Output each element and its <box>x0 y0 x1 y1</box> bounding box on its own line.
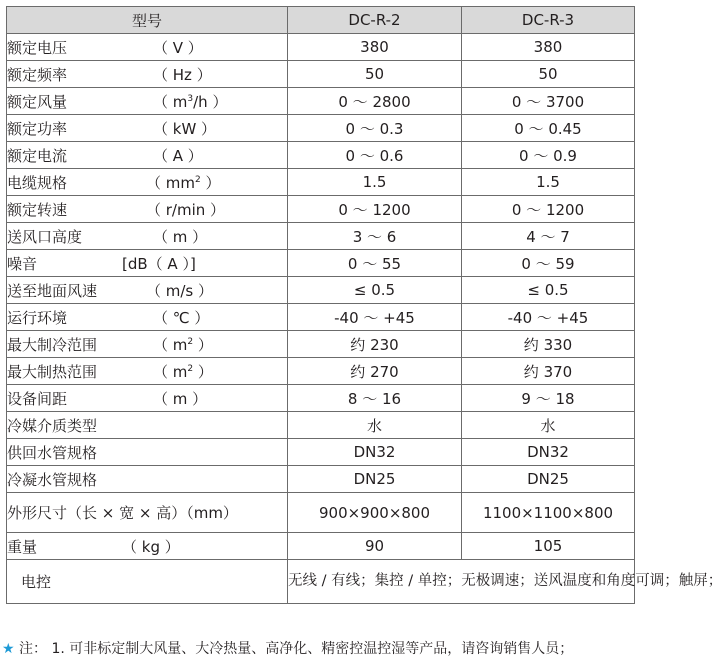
header-row <box>7 7 635 34</box>
row-label: 设备间距 <box>7 389 68 408</box>
table-row <box>7 385 635 412</box>
row-value-col1: DN32 <box>288 439 462 466</box>
row-unit: （ A ） <box>153 146 203 165</box>
row-label: 电缆规格 <box>7 173 68 192</box>
row-value-col1: DN25 <box>288 466 462 493</box>
row-value-col2: -40 ～ +45 <box>462 304 635 331</box>
row-value-col1: 0 ～ 2800 <box>288 88 462 115</box>
row-value-col1: 0 ～ 1200 <box>288 196 462 223</box>
row-label: 送至地面风速 <box>7 281 98 300</box>
row-value-col2: 50 <box>462 61 635 88</box>
table-row <box>7 223 635 250</box>
table-row <box>7 196 635 223</box>
row-value-col2: 约 330 <box>462 331 635 358</box>
table-row <box>7 533 635 560</box>
table-row <box>7 61 635 88</box>
table-row <box>7 142 635 169</box>
row-label: 重量 <box>7 537 38 556</box>
table-row <box>7 34 635 61</box>
row-value-col1: 900×900×800 <box>288 493 462 533</box>
row-label: 额定功率 <box>7 119 68 138</box>
table-row <box>7 358 635 385</box>
row-unit: （ m ） <box>153 227 208 246</box>
row-value-col1: -40 ～ +45 <box>288 304 462 331</box>
row-label: 额定风量 <box>7 92 68 111</box>
row-value-col2: 9 ～ 18 <box>462 385 635 412</box>
row-label: 冷凝水管规格 <box>7 466 288 493</box>
row-label: 冷媒介质类型 <box>7 412 288 439</box>
row-value-col1: 1.5 <box>288 169 462 196</box>
row-value-col2: 水 <box>462 412 635 439</box>
row-unit: （ $mm^2$ ） <box>146 173 221 192</box>
row-unit: [dB（ A ）] <box>122 254 196 273</box>
table-row <box>7 277 635 304</box>
model-header: 型号 <box>7 7 288 34</box>
row-value-col2: 105 <box>462 533 635 560</box>
row-label: 电控 <box>7 560 288 604</box>
row-label: 外形尺寸（长 × 宽 × 高）（mm） <box>7 493 288 533</box>
row-value-col1: 90 <box>288 533 462 560</box>
table-row <box>7 466 635 493</box>
row-unit: （ $m^2$ ） <box>153 335 213 354</box>
row-value-col1: 0 ～ 0.6 <box>288 142 462 169</box>
row-label: 额定电流 <box>7 146 68 165</box>
row-label: 运行环境 <box>7 308 68 327</box>
row-value-col2: ≤ 0.5 <box>462 277 635 304</box>
row-unit: （ ℃ ） <box>153 308 210 327</box>
table-row <box>7 115 635 142</box>
table-row <box>7 439 635 466</box>
model-dc-r-3-header: DC-R-3 <box>462 7 635 34</box>
row-unit: （ kW ） <box>153 119 217 138</box>
star-icon: ★ <box>2 641 15 657</box>
note-label: 注： <box>19 641 48 657</box>
row-label: 额定频率 <box>7 65 68 84</box>
table-row <box>7 88 635 115</box>
spec-table <box>6 6 722 604</box>
row-value-col1: 约 270 <box>288 358 462 385</box>
table-row <box>7 412 635 439</box>
row-unit: （ Hz ） <box>153 65 212 84</box>
row-value-col1: ≤ 0.5 <box>288 277 462 304</box>
row-value-col2: 约 370 <box>462 358 635 385</box>
row-value-col2: 0 ～ 0.9 <box>462 142 635 169</box>
row-value-col2: 380 <box>462 34 635 61</box>
row-unit: （ kg ） <box>122 537 180 556</box>
row-unit: （ $m^3/h$ ） <box>153 92 228 111</box>
row-label: 噪音 <box>7 254 38 273</box>
row-value-col2: 0 ～ 1200 <box>462 196 635 223</box>
row-unit: （ m ） <box>153 389 208 408</box>
row-value-col1: 约 230 <box>288 331 462 358</box>
table-row <box>7 493 635 533</box>
row-label: 额定电压 <box>7 38 68 57</box>
row-label: 最大制冷范围 <box>7 335 98 354</box>
row-value-col1: 50 <box>288 61 462 88</box>
row-label: 供回水管规格 <box>7 439 288 466</box>
row-value-col1: 8 ～ 16 <box>288 385 462 412</box>
row-value-col1: 3 ～ 6 <box>288 223 462 250</box>
row-value-col2: 1100×1100×800 <box>462 493 635 533</box>
table-row <box>7 250 635 277</box>
row-value-col2: 0 ～ 3700 <box>462 88 635 115</box>
note-text: 1. 可非标定制大风量、大冷热量、高净化、精密控温控湿等产品，请咨询销售人员； <box>51 641 574 657</box>
row-unit: （ V ） <box>153 38 203 57</box>
model-dc-r-2-header: DC-R-2 <box>288 7 462 34</box>
row-value-col2: DN25 <box>462 466 635 493</box>
row-value-col2: 0 ～ 0.45 <box>462 115 635 142</box>
table-row <box>7 560 635 604</box>
control-features-value: 无线 / 有线；集控 / 单控；无极调速；送风温度和角度可调；触屏； <box>288 560 635 604</box>
table-row <box>7 331 635 358</box>
row-value-col1: 0 ～ 0.3 <box>288 115 462 142</box>
row-value-col1: 380 <box>288 34 462 61</box>
footnote <box>2 638 573 658</box>
row-value-col2: DN32 <box>462 439 635 466</box>
row-value-col2: 4 ～ 7 <box>462 223 635 250</box>
row-unit: （ m/s ） <box>146 281 214 300</box>
row-label: 送风口高度 <box>7 227 83 246</box>
row-unit: （ $m^2$ ） <box>153 362 213 381</box>
table-row <box>7 169 635 196</box>
row-label: 额定转速 <box>7 200 68 219</box>
row-value-col2: 1.5 <box>462 169 635 196</box>
row-value-col1: 0 ～ 55 <box>288 250 462 277</box>
table-row <box>7 304 635 331</box>
row-value-col1: 水 <box>288 412 462 439</box>
row-unit: （ r/min ） <box>146 200 226 219</box>
row-value-col2: 0 ～ 59 <box>462 250 635 277</box>
row-label: 最大制热范围 <box>7 362 98 381</box>
